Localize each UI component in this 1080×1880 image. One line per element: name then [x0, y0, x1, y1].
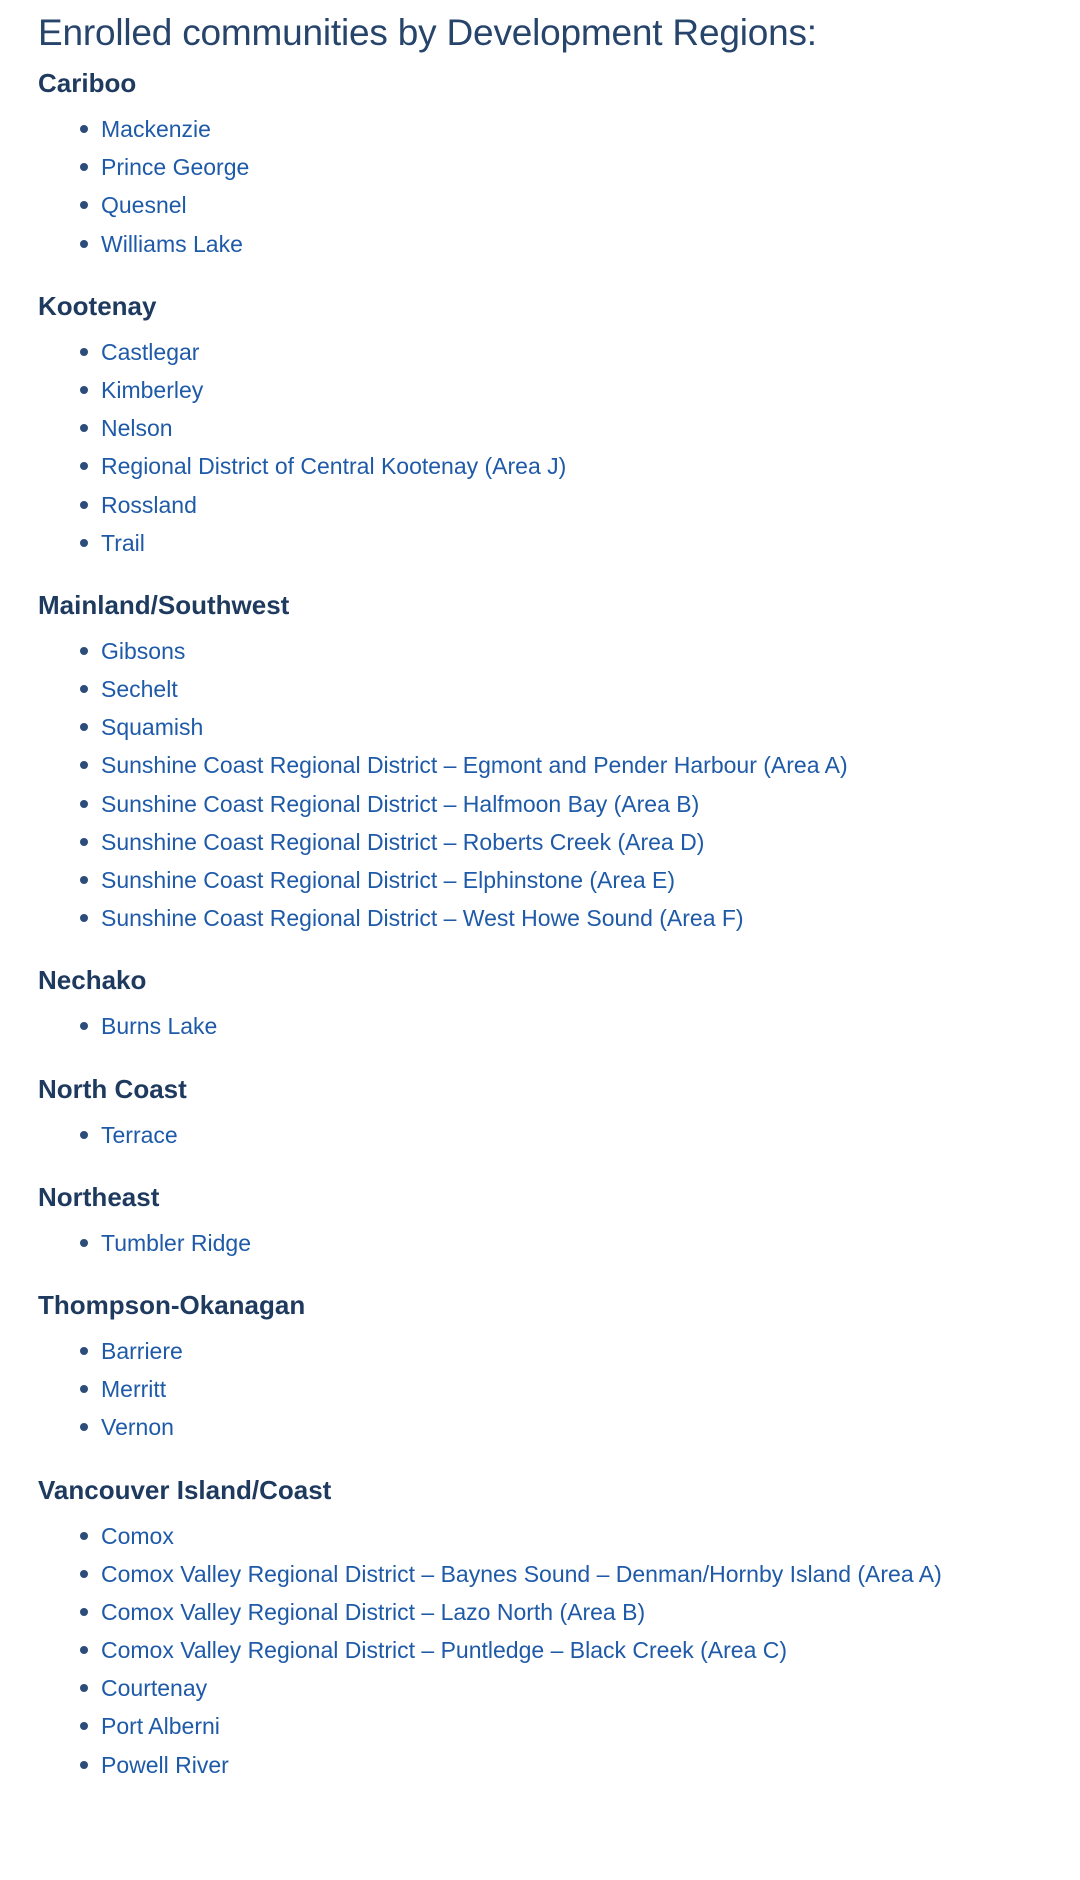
region-section [38, 1288, 1080, 1447]
list-item [101, 1707, 1080, 1745]
list-item [101, 1555, 1080, 1593]
bullet-icon [80, 462, 88, 470]
list-item [101, 524, 1080, 562]
bullet-icon [80, 386, 88, 394]
list-item [101, 110, 1080, 148]
list-item [101, 1669, 1080, 1707]
community-link[interactable]: Gibsons [101, 637, 186, 664]
community-list [38, 1517, 1080, 1784]
bullet-icon [80, 501, 88, 509]
bullet-icon [80, 1646, 88, 1654]
bullet-icon [80, 1761, 88, 1769]
list-item [101, 1332, 1080, 1370]
region-heading: Kootenay [38, 290, 157, 321]
community-link[interactable]: Sechelt [101, 676, 178, 703]
community-list [38, 110, 1080, 263]
list-item [101, 186, 1080, 224]
region-section [38, 66, 1080, 263]
region-section [38, 963, 1080, 1045]
bullet-icon [80, 539, 88, 547]
region-section [38, 1473, 1080, 1784]
community-link[interactable]: Sunshine Coast Regional District – Egmont and Pender Harbour (Area A) [101, 752, 848, 779]
list-item [101, 333, 1080, 371]
region-heading: North Coast [38, 1073, 187, 1104]
community-link[interactable]: Barriere [101, 1337, 183, 1364]
bullet-icon [80, 1722, 88, 1730]
list-item [101, 148, 1080, 186]
community-link[interactable]: Sunshine Coast Regional District – Roberts Creek (Area D) [101, 828, 705, 855]
list-item [101, 1746, 1080, 1784]
region-section [38, 1072, 1080, 1154]
community-link[interactable]: Terrace [101, 1121, 178, 1148]
community-link[interactable]: Comox Valley Regional District – Baynes Sound – Denman/Hornby Island (Area A) [101, 1560, 942, 1587]
community-link[interactable]: Comox [101, 1522, 174, 1549]
bullet-icon [80, 838, 88, 846]
community-list [38, 1332, 1080, 1447]
region-heading: Thompson-Okanagan [38, 1289, 306, 1320]
list-item [101, 447, 1080, 485]
community-list [38, 333, 1080, 562]
community-list [38, 632, 1080, 938]
community-list [38, 1116, 1080, 1154]
list-item [101, 225, 1080, 263]
list-item [101, 823, 1080, 861]
bullet-icon [80, 1385, 88, 1393]
list-item [101, 486, 1080, 524]
list-item [101, 409, 1080, 447]
region-heading: Northeast [38, 1181, 160, 1212]
bullet-icon [80, 201, 88, 209]
list-item [101, 785, 1080, 823]
list-item [101, 861, 1080, 899]
community-list [38, 1007, 1080, 1045]
bullet-icon [80, 1131, 88, 1139]
list-item [101, 1517, 1080, 1555]
community-link[interactable]: Quesnel [101, 192, 187, 219]
community-link[interactable]: Powell River [101, 1751, 229, 1778]
bullet-icon [80, 240, 88, 248]
community-link[interactable]: Sunshine Coast Regional District – West Howe Sound (Area F) [101, 905, 744, 932]
bullet-icon [80, 1570, 88, 1578]
list-item [101, 708, 1080, 746]
bullet-icon [80, 125, 88, 133]
community-link[interactable]: Burns Lake [101, 1013, 218, 1040]
community-link[interactable]: Rossland [101, 491, 197, 518]
community-link[interactable]: Port Alberni [101, 1713, 220, 1740]
bullet-icon [80, 914, 88, 922]
bullet-icon [80, 1347, 88, 1355]
region-section [38, 1180, 1080, 1262]
list-item [101, 1370, 1080, 1408]
community-link[interactable]: Williams Lake [101, 230, 243, 257]
list-item [101, 746, 1080, 784]
community-list [38, 1224, 1080, 1262]
list-item [101, 899, 1080, 937]
community-link[interactable]: Sunshine Coast Regional District – Halfmoon Bay (Area B) [101, 790, 700, 817]
list-item [101, 1116, 1080, 1154]
list-item [101, 1631, 1080, 1669]
region-section [38, 289, 1080, 562]
bullet-icon [80, 348, 88, 356]
list-item [101, 1408, 1080, 1446]
bullet-icon [80, 1608, 88, 1616]
bullet-icon [80, 1423, 88, 1431]
community-link[interactable]: Courtenay [101, 1675, 208, 1702]
list-item [101, 670, 1080, 708]
community-link[interactable]: Merritt [101, 1376, 167, 1403]
community-link[interactable]: Squamish [101, 714, 204, 741]
community-link[interactable]: Comox Valley Regional District – Puntledge – Black Creek (Area C) [101, 1637, 788, 1664]
region-heading: Mainland/Southwest [38, 589, 290, 620]
bullet-icon [80, 800, 88, 808]
bullet-icon [80, 163, 88, 171]
community-link[interactable]: Sunshine Coast Regional District – Elphinstone (Area E) [101, 867, 676, 893]
list-item [101, 371, 1080, 409]
community-link[interactable]: Mackenzie [101, 116, 211, 142]
community-link[interactable]: Kimberley [101, 376, 204, 403]
region-heading: Vancouver Island/Coast [38, 1474, 332, 1505]
community-link[interactable]: Comox Valley Regional District – Lazo North (Area B) [101, 1598, 646, 1625]
community-link[interactable]: Prince George [101, 154, 250, 181]
list-item [101, 632, 1080, 670]
community-link[interactable]: Castlegar [101, 338, 200, 365]
bullet-icon [80, 1532, 88, 1540]
bullet-icon [80, 1239, 88, 1247]
bullet-icon [80, 424, 88, 432]
list-item [101, 1224, 1080, 1262]
regions-container [38, 66, 1080, 1784]
region-section [38, 588, 1080, 938]
list-item [101, 1593, 1080, 1631]
page-title: Enrolled communities by Development Regions: [38, 12, 817, 53]
community-link[interactable]: Nelson [101, 415, 173, 442]
bullet-icon [80, 1684, 88, 1692]
community-link[interactable]: Regional District of Central Kootenay (Area J) [101, 453, 567, 480]
list-item [101, 1007, 1080, 1045]
bullet-icon [80, 723, 88, 731]
bullet-icon [80, 761, 88, 769]
bullet-icon [80, 1022, 88, 1030]
bullet-icon [80, 876, 88, 884]
region-heading: Cariboo [38, 68, 137, 98]
region-heading: Nechako [38, 965, 147, 996]
bullet-icon [80, 647, 88, 655]
community-link[interactable]: Trail [101, 529, 145, 556]
community-link[interactable]: Tumbler Ridge [101, 1229, 251, 1256]
community-link[interactable]: Vernon [101, 1414, 174, 1441]
bullet-icon [80, 685, 88, 693]
